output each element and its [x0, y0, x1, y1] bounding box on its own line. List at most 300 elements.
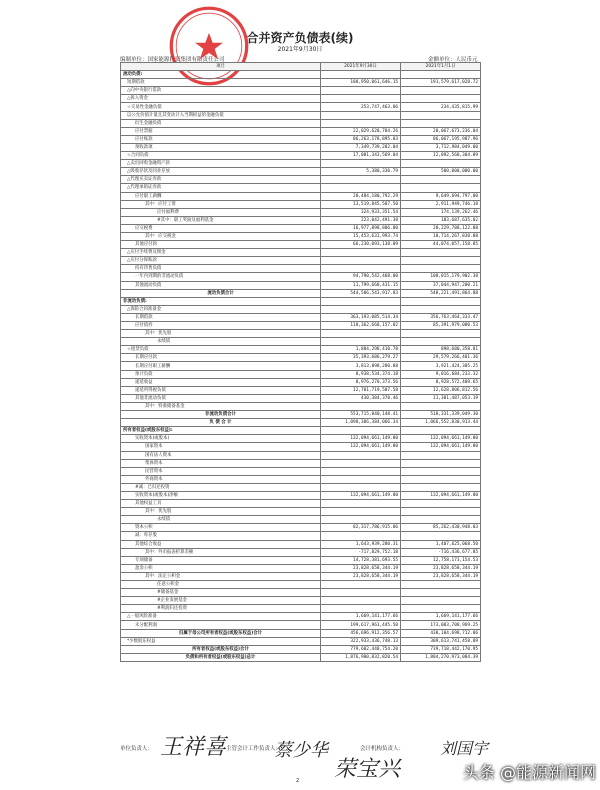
value-current [321, 257, 401, 265]
value-prior: 11,301,487,053.19 [401, 394, 481, 402]
value-current [321, 330, 401, 338]
value-current: 132,094,661,149.80 [321, 491, 401, 499]
table-row [121, 370, 481, 378]
value-current [321, 467, 401, 475]
value-current: 11,799,668,431.15 [321, 281, 401, 289]
value-prior [401, 508, 481, 516]
row-label: 民营资本 [121, 467, 321, 475]
value-current: 253,747,463.06 [321, 103, 401, 111]
value-prior [401, 516, 481, 524]
value-current: 544,586,543,917.83 [321, 289, 401, 297]
table-row [121, 168, 481, 176]
row-label: 预计负债 [121, 370, 321, 378]
table-row [121, 241, 481, 249]
table-row [121, 491, 481, 499]
value-prior: 23,828,658,344.19 [401, 564, 481, 572]
row-label: △一般风险准备 [121, 613, 321, 621]
value-prior: 18,714,267,830.88 [401, 232, 481, 240]
table-row [121, 443, 481, 451]
table-row [121, 257, 481, 265]
row-label: 其中：法定公积金 [121, 572, 321, 580]
table-row [121, 524, 481, 532]
table-row [121, 621, 481, 629]
row-label: 其中：优先股 [121, 508, 321, 516]
accounting-dept-label: 会计机构负责人： [360, 746, 405, 752]
value-prior [401, 402, 481, 410]
table-row [121, 394, 481, 402]
value-prior: 20,229,788,122.88 [401, 224, 481, 232]
value-prior: 8,928,572,409.65 [401, 378, 481, 386]
row-label: 应付票据 [121, 127, 321, 135]
row-label: 应付福利费 [121, 208, 321, 216]
row-label: 非流动负债: [121, 297, 321, 305]
accounting-dept-signature: 荣宝兴 [334, 757, 401, 782]
row-label: 预收款项 [121, 143, 321, 151]
row-label: 应付账款 [121, 135, 321, 143]
table-row [121, 378, 481, 386]
value-prior: 37,044,947,200.21 [401, 281, 481, 289]
value-current [321, 451, 401, 459]
value-current: 66,230,093,138.09 [321, 241, 401, 249]
row-label: △向中央银行借款 [121, 87, 321, 95]
table-row [121, 572, 481, 580]
value-current: 1,669,141,177.66 [321, 613, 401, 621]
table-row [121, 127, 481, 135]
row-label: 永续债 [121, 516, 321, 524]
value-current: 23,828,658,344.19 [321, 572, 401, 580]
value-current: 20,484,180,792.29 [321, 192, 401, 200]
table-row [121, 597, 481, 605]
value-current: 553,715,840,148.41 [321, 411, 401, 419]
value-prior: 500,000,000.00 [401, 168, 481, 176]
value-current: -717,829,752.18 [321, 548, 401, 556]
row-label: 减：库存股 [121, 532, 321, 540]
value-prior: 85,262,430,948.03 [401, 524, 481, 532]
value-prior [401, 330, 481, 338]
table-row [121, 111, 481, 119]
value-current [321, 475, 401, 483]
row-label: 应付职工薪酬 [121, 192, 321, 200]
value-prior: 430,104,698,712.06 [401, 629, 481, 637]
value-current [321, 500, 401, 508]
value-prior [401, 589, 481, 597]
table-row [121, 184, 481, 192]
value-current: 132,094,661,149.80 [321, 435, 401, 443]
table-row [121, 232, 481, 240]
table-row [121, 581, 481, 589]
value-prior: 356,763,464,333.47 [401, 313, 481, 321]
value-current [321, 605, 401, 613]
row-label: 其他综合收益 [121, 540, 321, 548]
table-row [121, 289, 481, 297]
table-row [121, 629, 481, 637]
value-current: 1,098,306,384,066.34 [321, 419, 401, 427]
table-row [121, 411, 481, 419]
value-prior: 183,687,635.02 [401, 216, 481, 224]
value-prior: 518,331,339,049.30 [401, 411, 481, 419]
value-current [321, 297, 401, 305]
table-row [121, 637, 481, 645]
table-row [121, 346, 481, 354]
table-row [121, 613, 481, 621]
row-label: 国有法人资本 [121, 451, 321, 459]
value-prior [401, 184, 481, 192]
value-current [321, 184, 401, 192]
value-prior [401, 119, 481, 127]
value-current: 22,029,628,784.26 [321, 127, 401, 135]
row-label: 长期应付款 [121, 354, 321, 362]
table-row [121, 653, 481, 661]
table-row [121, 605, 481, 613]
table-row [121, 556, 481, 564]
table-row [121, 273, 481, 281]
value-current [321, 427, 401, 435]
table-row [121, 435, 481, 443]
table-row [121, 87, 481, 95]
row-label: 资本公积 [121, 524, 321, 532]
value-current: 23,828,658,344.19 [321, 564, 401, 572]
table-row [121, 338, 481, 346]
row-label: 流动负债合计 [121, 289, 321, 297]
value-prior: 20,067,673,236.04 [401, 127, 481, 135]
value-current [321, 581, 401, 589]
row-label: 实收资本(或股本) [121, 435, 321, 443]
value-prior: 9,016,684,233.32 [401, 370, 481, 378]
value-prior: 29,579,266,401.36 [401, 354, 481, 362]
value-prior: 548,221,491,864.88 [401, 289, 481, 297]
table-row [121, 532, 481, 540]
header-date-current: 2021年9月30日 [321, 63, 401, 71]
value-prior [401, 483, 481, 491]
row-label: 未分配利润 [121, 621, 321, 629]
unit-label: 金额单位：人民币元 [428, 57, 478, 63]
value-current [321, 459, 401, 467]
value-prior [401, 297, 481, 305]
header-date-prior: 2021年1月1日 [401, 63, 481, 71]
value-prior [401, 160, 481, 168]
table-row [121, 386, 481, 394]
row-label: 任意公积金 [121, 581, 321, 589]
table-row [121, 103, 481, 111]
value-prior: 132,094,661,149.80 [401, 443, 481, 451]
accounting-head-label: 主管会计工作负责人： [226, 746, 282, 752]
value-current [321, 249, 401, 257]
value-current: 7,349,739,282.04 [321, 143, 401, 151]
row-label: ☆交易性金融负债 [121, 103, 321, 111]
value-current: 12,701,719,507.58 [321, 386, 401, 394]
row-label: 其中：特准储备基金 [121, 402, 321, 410]
value-prior: 173,083,708,969.25 [401, 621, 481, 629]
table-row [121, 564, 481, 572]
row-label: 永续债 [121, 338, 321, 346]
value-current: 199,617,961,445.50 [321, 621, 401, 629]
value-prior [401, 87, 481, 95]
value-current: 14,728,381,693.55 [321, 556, 401, 564]
row-label: #储备基金 [121, 589, 321, 597]
value-prior: 23,828,658,344.19 [401, 572, 481, 580]
row-label: 专项储备 [121, 556, 321, 564]
value-prior: 85,391,979,080.53 [401, 322, 481, 330]
row-label: △吸收存款及同业存放 [121, 168, 321, 176]
row-label: 其他流动负债 [121, 281, 321, 289]
value-prior [401, 265, 481, 273]
accounting-head-signature: 蔡少华 [274, 740, 328, 761]
value-current: 16,977,898,806.80 [321, 224, 401, 232]
table-row [121, 313, 481, 321]
row-label: 持有待售负债 [121, 265, 321, 273]
table-row [121, 119, 481, 127]
row-label: #减：已归还投资 [121, 483, 321, 491]
value-prior: 132,094,661,149.80 [401, 435, 481, 443]
row-label: 其他应付款 [121, 241, 321, 249]
value-current [321, 483, 401, 491]
table-row [121, 548, 481, 556]
head-label: 单位负责人： [120, 746, 154, 752]
row-label: 负债和所有者权益(或股东权益)总计 [121, 653, 321, 661]
value-current [321, 265, 401, 273]
value-current [321, 87, 401, 95]
value-current [321, 516, 401, 524]
value-current: 35,393,686,279.27 [321, 354, 401, 362]
table-row [121, 451, 481, 459]
row-label: 一年内到期的非流动负债 [121, 273, 321, 281]
value-prior: 9,649,694,797.00 [401, 192, 481, 200]
value-current: 13,519,845,587.50 [321, 200, 401, 208]
row-label: △保险合同准备金 [121, 305, 321, 313]
row-label: #企业发展基金 [121, 597, 321, 605]
row-label: △卖出回购金融资产款 [121, 160, 321, 168]
value-current [321, 111, 401, 119]
value-current: 779,602,448,754.20 [321, 645, 401, 653]
row-label: 短期借款 [121, 79, 321, 87]
row-label: 其中：优先股 [121, 330, 321, 338]
table-row [121, 540, 481, 548]
table-header-row [121, 63, 481, 71]
header-item: 项目 [121, 63, 321, 71]
row-label: △应付分保账款 [121, 257, 321, 265]
row-label: 衍生金融负债 [121, 119, 321, 127]
row-label: 非流动负债合计 [121, 411, 321, 419]
value-current [321, 160, 401, 168]
value-prior: 12,092,568,304.89 [401, 152, 481, 160]
table-row [121, 79, 481, 87]
value-current [321, 589, 401, 597]
value-current: 8,976,270,373.56 [321, 378, 401, 386]
table-row [121, 216, 481, 224]
row-label: 集体资本 [121, 459, 321, 467]
head-signature: 王祥喜 [160, 735, 227, 760]
table-row [121, 200, 481, 208]
value-current [321, 305, 401, 313]
value-prior: 309,613,741,458.09 [401, 637, 481, 645]
value-prior [401, 581, 481, 589]
value-prior: 12,628,806,812.56 [401, 386, 481, 394]
value-prior [401, 597, 481, 605]
row-label: 国家资本 [121, 443, 321, 451]
table-row [121, 265, 481, 273]
value-current [321, 532, 401, 540]
value-prior: 1,669,141,177.66 [401, 613, 481, 621]
value-prior [401, 451, 481, 459]
table-row [121, 176, 481, 184]
row-label: △应付手续费及佣金 [121, 249, 321, 257]
value-prior: 1,407,625,068.50 [401, 540, 481, 548]
value-prior [401, 111, 481, 119]
value-prior: 3,921,424,305.25 [401, 362, 481, 370]
table-row [121, 322, 481, 330]
value-current [321, 597, 401, 605]
value-prior [401, 459, 481, 467]
report-date: 2021年9月30日 [277, 46, 323, 53]
value-prior: 174,139,262.46 [401, 208, 481, 216]
value-current [321, 95, 401, 103]
table-row [121, 224, 481, 232]
row-label: 所有者权益(或股东权益): [121, 427, 321, 435]
value-prior: 12,758,173,154.53 [401, 556, 481, 564]
row-label: 所有者权益(或股东权益)合计 [121, 645, 321, 653]
row-label: 长期应付职工薪酬 [121, 362, 321, 370]
table-row [121, 467, 481, 475]
row-label: 递延收益 [121, 378, 321, 386]
value-current: 82,317,786,915.06 [321, 524, 401, 532]
table-row [121, 402, 481, 410]
value-current: 456,696,912,356.57 [321, 629, 401, 637]
value-prior [401, 257, 481, 265]
table-row [121, 71, 481, 79]
row-label: 其中：应付工资 [121, 200, 321, 208]
value-current [321, 338, 401, 346]
value-prior [401, 71, 481, 79]
table-row [121, 354, 481, 362]
page-title: 合并资产负债表(续) [246, 31, 354, 45]
table-row [121, 508, 481, 516]
row-label: 应交税费 [121, 224, 321, 232]
value-current [321, 71, 401, 79]
value-prior: 132,094,661,149.80 [401, 491, 481, 499]
value-current: 17,081,343,569.04 [321, 152, 401, 160]
value-current: 1,876,900,832,820.54 [321, 653, 401, 661]
row-label: #其中：职工奖励及福利基金 [121, 216, 321, 224]
value-prior: 898,680,358.81 [401, 346, 481, 354]
row-label: 以公允价值计量且其变动计入当期损益的金融负债 [121, 111, 321, 119]
value-current: 3,813,098,280.88 [321, 362, 401, 370]
table-row [121, 143, 481, 151]
value-prior [401, 427, 481, 435]
prepared-by: 编制单位：国家能源投资集团有限责任公司 [120, 57, 225, 63]
value-prior: 1,804,270,973,084.39 [401, 653, 481, 661]
watermark: 头条 @能源新闻网 [462, 763, 596, 782]
value-prior: 108,015,179,902.38 [401, 273, 481, 281]
value-current [321, 508, 401, 516]
value-current: 322,933,436,748.13 [321, 637, 401, 645]
table-row [121, 419, 481, 427]
page-number: 2 [296, 778, 300, 784]
row-label: 长期借款 [121, 313, 321, 321]
row-label: 归属于母公司所有者权益(或股东权益)合计 [121, 629, 321, 637]
value-prior: 3,712,984,049.00 [401, 143, 481, 151]
table-row [121, 208, 481, 216]
row-label: 应付债券 [121, 322, 321, 330]
table-row [121, 516, 481, 524]
value-prior [401, 467, 481, 475]
value-current: 132,094,661,149.80 [321, 443, 401, 451]
table-row [121, 427, 481, 435]
row-label: 盈余公积 [121, 564, 321, 572]
value-current: 15,453,631,993.74 [321, 232, 401, 240]
value-current [321, 402, 401, 410]
row-label: 其中：外币报表折算差额 [121, 548, 321, 556]
row-label: 其他权益工具 [121, 500, 321, 508]
value-current: 324,933,351.54 [321, 208, 401, 216]
table-row [121, 362, 481, 370]
table-row [121, 297, 481, 305]
row-label: 实收资本(或股本)净额 [121, 491, 321, 499]
value-prior [401, 176, 481, 184]
value-prior: 44,074,057,158.85 [401, 241, 481, 249]
value-prior: 234,435,815.99 [401, 103, 481, 111]
table-row [121, 330, 481, 338]
value-prior [401, 305, 481, 313]
table-row [121, 160, 481, 168]
table-row [121, 483, 481, 491]
value-prior [401, 500, 481, 508]
value-prior [401, 532, 481, 540]
value-current: 118,362,668,157.02 [321, 322, 401, 330]
table-row [121, 500, 481, 508]
row-label: 流动负债: [121, 71, 321, 79]
table-row [121, 152, 481, 160]
table-row [121, 459, 481, 467]
table-row [121, 589, 481, 597]
row-label: △代理承销证券款 [121, 184, 321, 192]
value-current: 1,884,298,410.78 [321, 346, 401, 354]
value-current: 188,950,061,646.15 [321, 79, 401, 87]
table-row [121, 645, 481, 653]
value-prior [401, 338, 481, 346]
row-label: ☆合同负债 [121, 152, 321, 160]
value-current: 8,938,534,374.18 [321, 370, 401, 378]
value-current: 223,042,491.38 [321, 216, 401, 224]
value-prior: 86,067,195,987.96 [401, 135, 481, 143]
value-prior: -716,436,677.85 [401, 548, 481, 556]
value-prior: 191,579,617,028.72 [401, 79, 481, 87]
row-label: #利润归还投资 [121, 605, 321, 613]
value-current [321, 119, 401, 127]
value-prior: 1,066,552,830,913.44 [401, 419, 481, 427]
value-current: 94,790,542,468.00 [321, 273, 401, 281]
balance-sheet-table [120, 62, 481, 662]
value-prior [401, 475, 481, 483]
row-label: △代理买卖证券款 [121, 176, 321, 184]
row-label: △拆入资金 [121, 95, 321, 103]
row-label: 外商资本 [121, 475, 321, 483]
table-row [121, 95, 481, 103]
row-label: 其中：应交税金 [121, 232, 321, 240]
value-current: 430,384,370.46 [321, 394, 401, 402]
value-current: 363,193,085,514.34 [321, 313, 401, 321]
row-label: 递延所得税负债 [121, 386, 321, 394]
value-current [321, 176, 401, 184]
table-row [121, 249, 481, 257]
value-prior [401, 605, 481, 613]
table-row [121, 475, 481, 483]
value-prior [401, 249, 481, 257]
value-current: 5,380,330.79 [321, 168, 401, 176]
value-current: 86,263,178,895.03 [321, 135, 401, 143]
value-prior: 739,718,442,170.95 [401, 645, 481, 653]
extra-signature: 刘国宇 [440, 739, 489, 758]
table-row [121, 192, 481, 200]
